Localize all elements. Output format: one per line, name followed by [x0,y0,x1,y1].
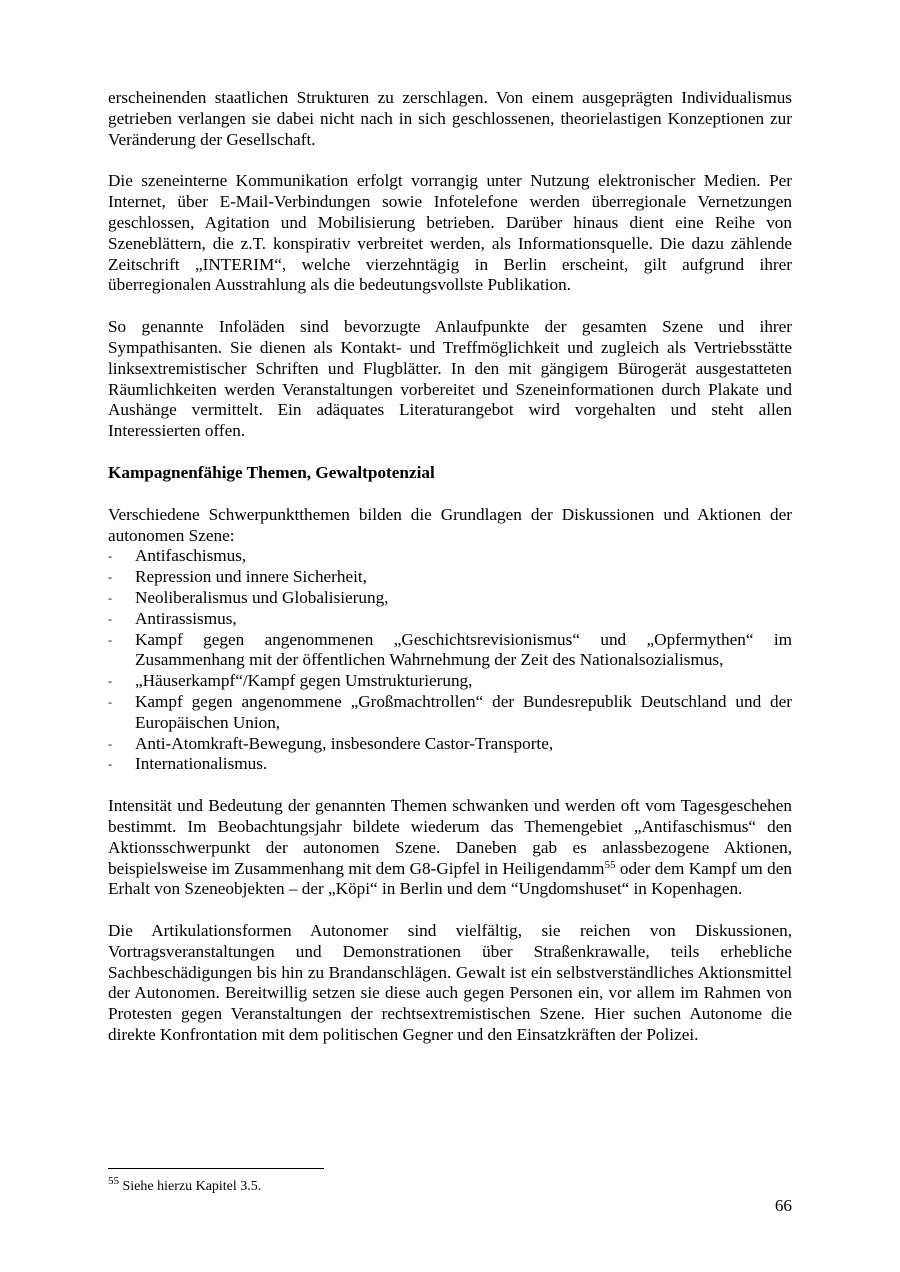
paragraph-5: Die Artikulationsformen Autonomer sind vielfältig, sie reichen von Diskussionen, Vortragsveranstaltungen und Demonstrationen über Straßenkrawalle, teils erhebliche Sachbeschädigungen bis hin zu Brandanschlägen. Gewalt ist ein selbstverständliches Aktionsmittel der Autonomen. Bereitwillig setzen sie diese auch gegen Personen ein, vor allem im Rahmen von Protesten gegen Veranstaltungen der rechtsextremistischen Szene. Hier suchen Autonome die direkte Konfrontation mit dem politischen Gegner und den Einsatzkräften der Polizei. [108,921,792,1045]
list-item-text: Repression und innere Sicherheit, [135,567,367,587]
paragraph-4 [108,796,792,900]
list-bullet: - [108,611,112,626]
list-intro: Verschiedene Schwerpunktthemen bilden die Grundlagen der Diskussionen und Aktionen der autonomen Szene: [108,504,792,545]
footnote-reference[interactable]: 55 [604,858,616,871]
page-number: 66 [774,1196,792,1215]
list-item-text: Antifaschismus, [135,546,247,566]
list-item-text: Anti-Atomkraft-Bewegung, insbesondere Castor-Transporte, [135,733,554,753]
section-heading: Kampagnenfähige Themen, Gewaltpotenzial [108,462,435,482]
list-item [108,630,792,672]
footnote [108,1175,262,1196]
list-item [108,609,792,630]
topic-list [108,546,792,775]
paragraph-4-text-start: Intensität und Bedeutung der genannten Themen schwanken und werden oft vom Tagesgeschehen bestimmt. Im Beobachtungsjahr bildete wiederum das Themengebiet „Antifaschismus“ den Aktionsschwerpunkt der autonomen Szene. Daneben gab es anlassbezogene Aktionen, beispielsweise im Zusammenhang mit dem G8-Gipfel in Heiligendamm [108,796,792,878]
list-bullet: - [108,736,112,751]
list-item-text: Antirassismus, [135,608,237,628]
list-item [108,546,792,567]
paragraph-4-text-end: oder dem Kampf um den Erhalt von Szeneobjekten – der „Köpi“ in Berlin und dem “Ungdomshuset“ in Kopenhagen. [108,858,792,899]
list-item-text: „Häuserkampf“/Kampf gegen Umstrukturierung, [135,671,473,691]
list-bullet: - [108,674,112,689]
list-item-text: Internationalismus. [135,754,268,774]
footnote-text: Siehe hierzu Kapitel 3.5. [119,1179,262,1194]
list-bullet: - [108,590,112,605]
list-item-text: Kampf gegen angenommenen „Geschichtsrevisionismus“ und „Opfermythen“ im Zusammenhang mit der öffentlichen Wahrnehmung der Zeit des Nationalsozialismus, [135,629,792,670]
list-item [108,734,792,755]
list-item [108,588,792,609]
list-bullet: - [108,570,112,585]
list-item-text: Neoliberalismus und Globalisierung, [135,587,389,607]
list-bullet: - [108,632,112,647]
list-bullet: - [108,694,112,709]
paragraph-3: So genannte Infoläden sind bevorzugte Anlaufpunkte der gesamten Szene und ihrer Sympathisanten. Sie dienen als Kontakt- und Treffmöglichkeit und zugleich als Vertriebsstätte linksextremistischer Schriften und Flugblätter. In den mit gängigem Bürogerät ausgestatteten Räumlichkeiten werden Veranstaltungen vorbereitet und Szeneinformationen durch Plakate und Aushänge vermittelt. Ein adäquates Literaturangebot wird vorgehalten und steht allen Interessierten offen. [108,317,792,441]
list-item [108,754,792,775]
list-bullet: - [108,549,112,564]
list-item [108,567,792,588]
paragraph-2: Die szeneinterne Kommunikation erfolgt vorrangig unter Nutzung elektronischer Medien. Per Internet, über E-Mail-Verbindungen sowie Infotelefone werden überregionale Vernetzungen geschlossen, Agitation und Mobilisierung betrieben. Darüber hinaus dient eine Reihe von Szeneblättern, die z.T. konspirativ verbreitet werden, als Informationsquelle. Die dazu zählende Zeitschrift „INTERIM“, welche vierzehntägig in Berlin erscheint, gilt aufgrund ihrer überregionalen Ausstrahlung als die bedeutungsvollste Publikation. [108,171,792,295]
list-bullet: - [108,757,112,772]
footnote-number: 55 [108,1175,119,1187]
list-item-text: Kampf gegen angenommene „Großmachtrollen“ der Bundesrepublik Deutschland und der Europäischen Union, [135,691,792,732]
paragraph-1: erscheinenden staatlichen Strukturen zu zerschlagen. Von einem ausgeprägten Individualismus getrieben verlangen sie dabei nicht nach in sich geschlossenen, theorielastigen Konzeptionen zur Veränderung der Gesellschaft. [108,88,792,149]
list-item [108,692,792,734]
footnote-divider [108,1168,324,1169]
document-body [108,88,792,1067]
list-item [108,671,792,692]
